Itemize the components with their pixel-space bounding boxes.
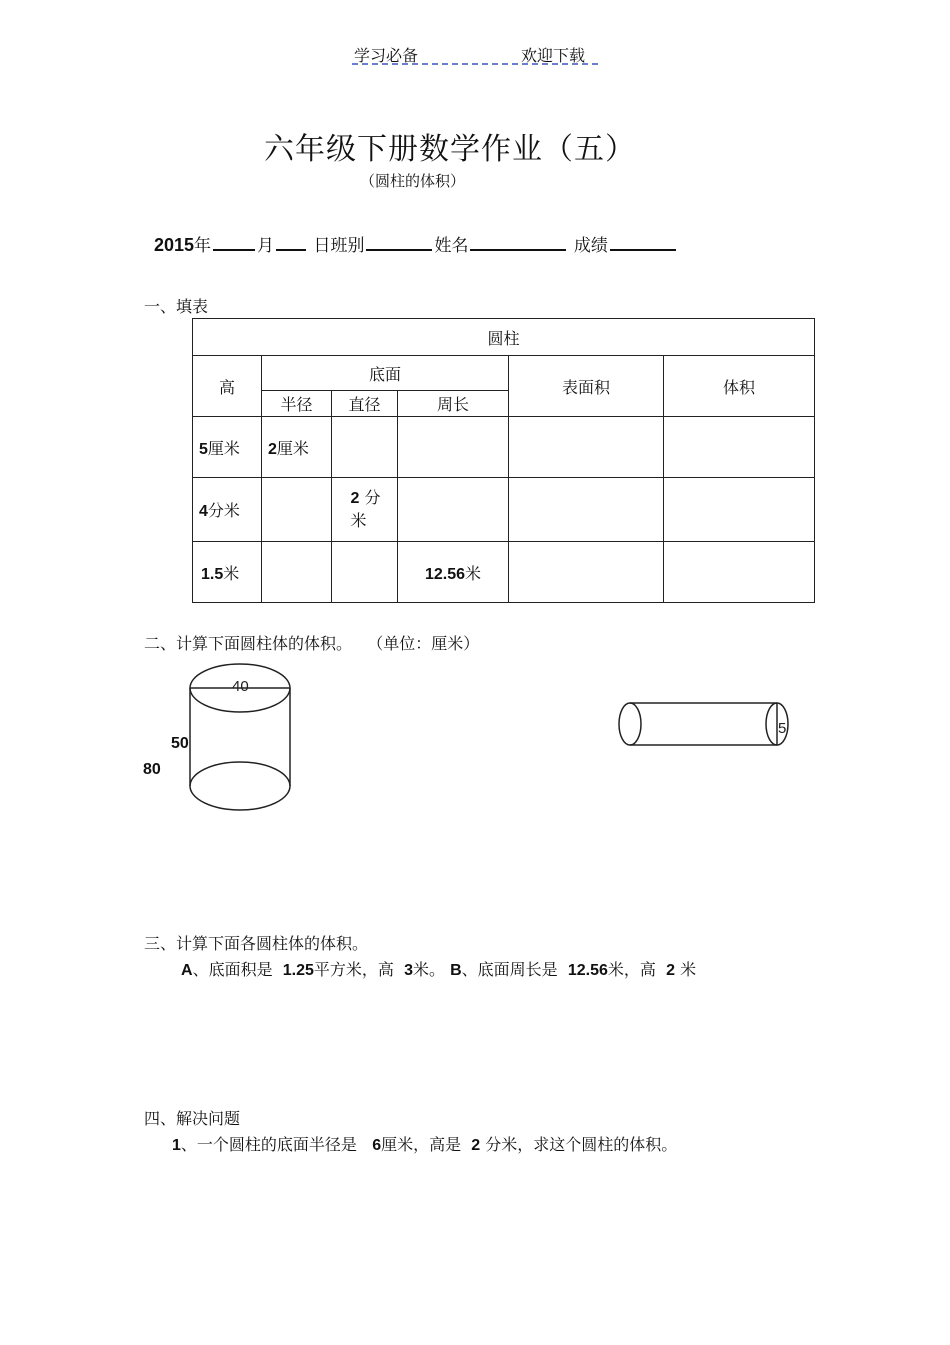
cell-circumference: 12.56米	[398, 542, 509, 603]
page-title: 六年级下册数学作业（五）	[264, 132, 636, 167]
section2-heading	[144, 631, 479, 654]
fig2-label: 5	[778, 720, 787, 737]
cell-diameter	[332, 417, 398, 478]
header-radius: 半径	[262, 391, 332, 417]
table-row	[193, 478, 815, 542]
section2-title: 二、计算下面圆柱体的体积。	[144, 634, 353, 653]
cell-volume	[664, 478, 815, 542]
cylinder-table	[192, 318, 815, 603]
class-blank	[366, 235, 432, 251]
cell-volume	[664, 542, 815, 603]
upright-cylinder-figure	[130, 655, 330, 825]
horizontal-cylinder-figure	[605, 695, 805, 755]
info-year-suffix: 年	[194, 236, 212, 256]
cell-volume	[664, 417, 815, 478]
table-row	[193, 542, 815, 603]
cell-surface-area	[509, 417, 664, 478]
cell-height: 5厘米	[193, 417, 262, 478]
header-diameter: 直径	[332, 391, 398, 417]
cell-radius	[262, 542, 332, 603]
header-surface-area: 表面积	[509, 356, 664, 417]
page-subtitle: （圆柱的体积）	[360, 172, 466, 190]
cell-diameter: 2 分米	[332, 478, 398, 542]
cylinder-left-end	[619, 703, 641, 745]
score-blank	[610, 235, 676, 251]
month-blank	[213, 235, 255, 251]
cell-circumference	[398, 417, 509, 478]
header-circumference: 周长	[398, 391, 509, 417]
info-score: 成绩	[573, 236, 608, 256]
header-left: 学习必备	[354, 46, 419, 65]
header-base: 底面	[262, 356, 509, 391]
cell-radius: 2厘米	[262, 417, 332, 478]
header-volume: 体积	[664, 356, 815, 417]
info-month: 月	[257, 236, 275, 256]
table-row	[193, 417, 815, 478]
fig1-label-a: 50	[171, 735, 189, 752]
cylinder-bottom-ellipse	[190, 762, 290, 810]
fig1-label-b: 80	[143, 761, 161, 778]
fig1-diameter-label: 40	[232, 678, 249, 695]
section2-unit-note: （单位：厘米）	[367, 634, 480, 653]
info-name: 姓名	[434, 236, 469, 256]
header-right: 欢迎下载	[521, 46, 586, 65]
name-blank	[470, 235, 566, 251]
cell-surface-area	[509, 478, 664, 542]
header-divider	[352, 63, 598, 65]
cell-height: 1.5米	[193, 542, 262, 603]
info-line	[154, 231, 678, 256]
day-blank	[276, 235, 306, 251]
section1-heading: 一、填表	[144, 297, 209, 316]
cell-radius	[262, 478, 332, 542]
section4-heading: 四、解决问题	[144, 1109, 241, 1128]
info-year: 2015	[154, 235, 195, 255]
header-height: 高	[193, 356, 262, 417]
info-day-class: 日班别	[313, 236, 365, 256]
table-caption: 圆柱	[193, 319, 815, 356]
section3-heading: 三、计算下面各圆柱体的体积。	[144, 934, 369, 953]
cell-circumference	[398, 478, 509, 542]
cell-height: 4分米	[193, 478, 262, 542]
section3-problems: A、底面积是 1.25平方米，高 3米。 B、底面周长是 12.56米，高 2 米	[181, 960, 697, 979]
cell-diameter	[332, 542, 398, 603]
cell-surface-area	[509, 542, 664, 603]
section4-question-1: 1、一个圆柱的底面半径是 6厘米，高是 2 分米，求这个圆柱的体积。	[172, 1135, 678, 1154]
